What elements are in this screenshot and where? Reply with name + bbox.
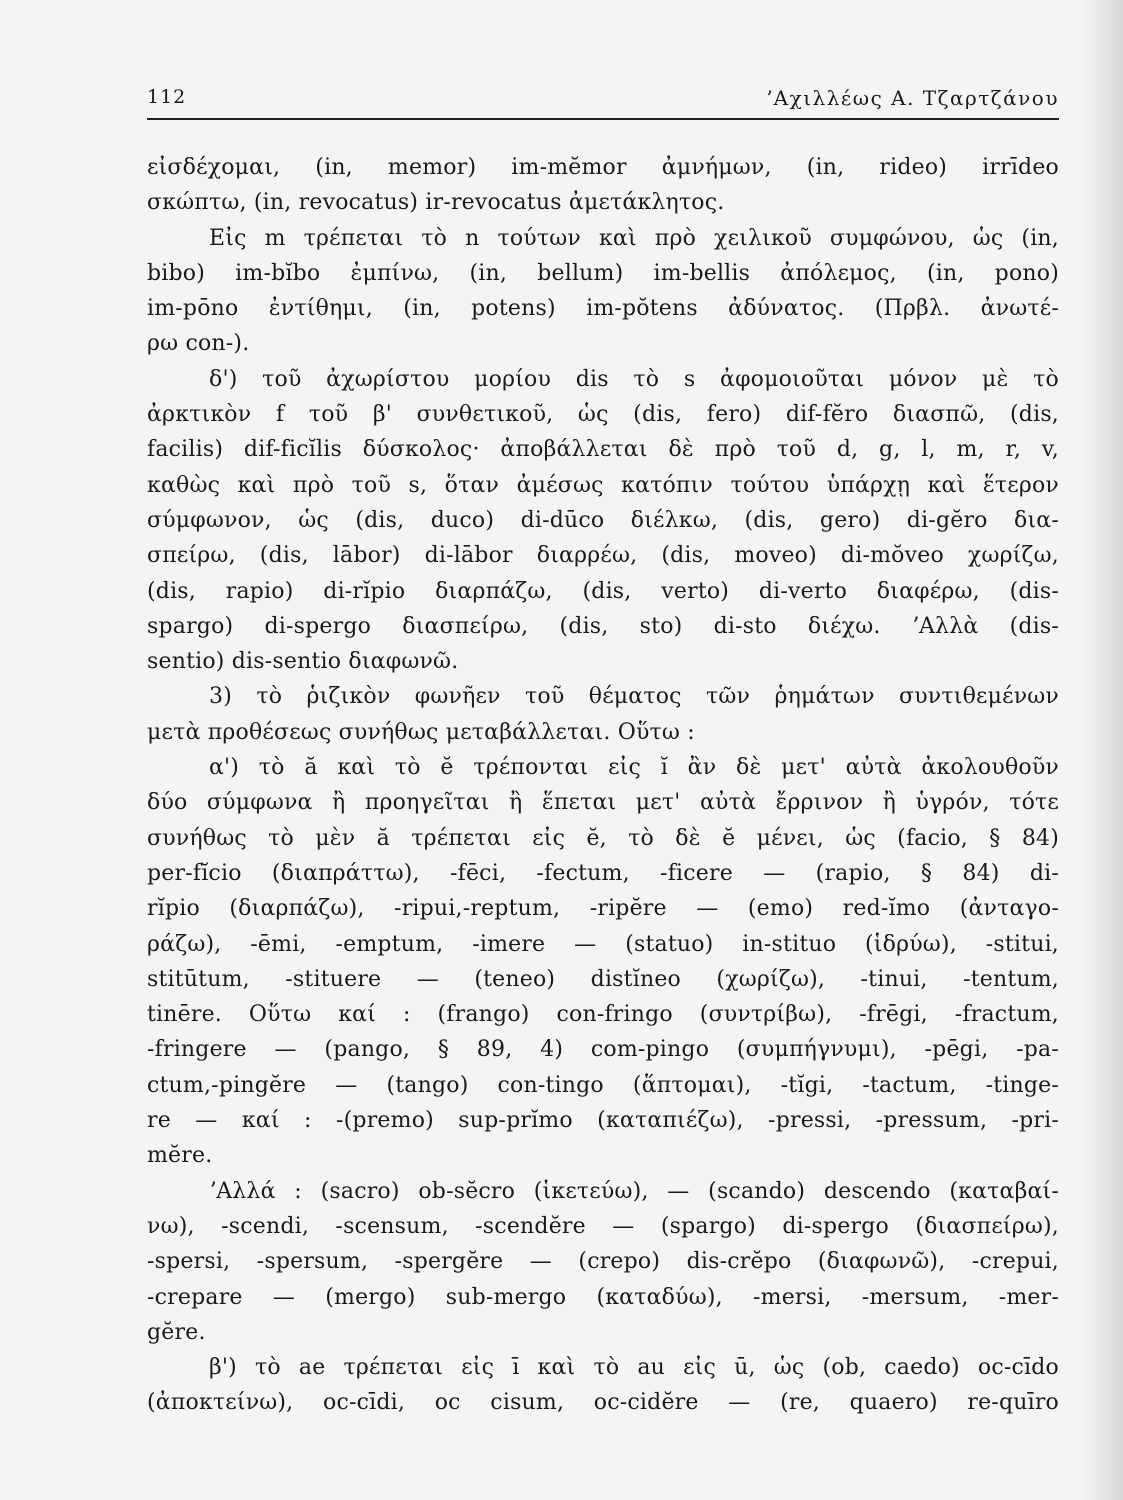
text-line: ράζω), -ēmi, -emptum, -imere — (statuo) in-stituo (ἱδρύω), -stitui, (147, 931, 1059, 957)
text-line: μετὰ προθέσεως συνήθως μεταβάλλεται. Οὕτω : (147, 719, 695, 745)
text-line: -crepare — (mergo) sub-mergo (καταδύω), -mersi, -mersum, -mer- (147, 1284, 1059, 1310)
text-line: sentio) dis-sentio διαφωνῶ. (147, 649, 459, 675)
text-line: tinēre. Οὕτω καί : (frango) con-fringo (συντρίβω), -frēgi, -fractum, (147, 1002, 1059, 1028)
text-line: re — καί : -(premo) sup-prĭmo (καταπιέζω), -pressi, -pressum, -pri- (147, 1108, 1059, 1134)
body-text (147, 150, 1059, 1421)
text-line: ctum,-pingĕre — (tango) con-tingo (ἅπτομαι), -tĭgi, -tactum, -tinge- (147, 1072, 1059, 1098)
text-line: -spersi, -spersum, -spergĕre — (crepo) dis-crĕpo (διαφωνῶ), -crepui, (147, 1249, 1059, 1275)
text-line: -fringere — (pango, § 89, 4) com-pingo (συμπήγνυμι), -pēgi, -pa- (147, 1037, 1059, 1063)
text-line: rĭpio (διαρπάζω), -ripui,-reptum, -ripĕre — (emo) red-ĭmo (ἀνταγο- (147, 896, 1059, 922)
text-line: β') τὸ ae τρέπεται εἰς ī καὶ τὸ au εἰς ū, ὡς (ob, caedo) oc-cīdo (209, 1355, 1059, 1381)
header-rule (147, 118, 1059, 120)
text-line: συνήθως τὸ μὲν ă τρέπεται εἰς ĕ, τὸ δὲ ĕ μένει, ὡς (facio, § 84) (147, 825, 1059, 851)
text-line: im-pōno ἐντίθημι, (in, potens) im-pŏtens ἀδύνατος. (Πρβλ. ἀνωτέ- (147, 296, 1059, 322)
text-line: spargo) di-spergo διασπείρω, (dis, sto) di-sto διέχω. ʼΑλλὰ (dis- (147, 613, 1059, 639)
text-line: per-fĭcio (διαπράττω), -fēci, -fectum, -ficere — (rapio, § 84) di- (147, 860, 1059, 886)
text-line: ἀρκτικὸν f τοῦ β' συνθετικοῦ, ὡς (dis, fero) dif-fĕro διασπῶ, (dis, (147, 402, 1059, 428)
text-line: bibo) im-bĭbo ἐμπίνω, (in, bellum) im-bellis ἀπόλεμος, (in, pono) (147, 260, 1059, 286)
text-line: δ') τοῦ ἀχωρίστου μορίου dis τὸ s ἀφομοιοῦται μόνον μὲ τὸ (209, 366, 1059, 392)
text-line: mĕre. (147, 1143, 213, 1169)
text-line: α') τὸ ă καὶ τὸ ĕ τρέπονται εἰς ĭ ἂν δὲ μετ' αὐτὰ ἀκολουθοῦν (209, 755, 1059, 781)
text-line: (dis, rapio) di-rĭpio διαρπάζω, (dis, verto) di-verto διαφέρω, (dis- (147, 578, 1059, 604)
text-line: εἰσδέχομαι, (in, memor) im-mĕmor ἀμνήμων, (in, rideo) irrīdeo (147, 155, 1059, 180)
text-line: ρω con-). (147, 331, 250, 357)
text-line: καθὼς καὶ πρὸ τοῦ s, ὅταν ἀμέσως κατόπιν τούτου ὑπάρχῃ καὶ ἕτερον (147, 472, 1059, 498)
text-line: ʼΑλλά : (sacro) ob-sĕcro (ἱκετεύω), — (scando) descendo (καταβαί- (209, 1178, 1059, 1204)
text-line: gĕre. (147, 1319, 206, 1345)
text-line: νω), -scendi, -scensum, -scendĕre — (spargo) di-spergo (διασπείρω), (147, 1213, 1059, 1239)
page-number: 112 (147, 86, 187, 108)
running-title: ʼΑχιλλέως Α. Τζαρτζάνου (765, 86, 1059, 110)
page-header (147, 86, 1059, 112)
spine-shadow (1083, 0, 1123, 1500)
text-line: (ἀποκτείνω), oc-cīdi, oc cisum, oc-cidĕre — (re, quaero) re-quīro (147, 1390, 1059, 1416)
text-line: δύο σύμφωνα ἢ προηγεῖται ἢ ἕπεται μετ' αὐτὰ ἔρρινον ἢ ὑγρόν, τότε (147, 790, 1059, 816)
text-line: σύμφωνον, ὡς (dis, duco) di-dūco διέλκω, (dis, gero) di-gĕro δια- (147, 507, 1059, 533)
text-line: facilis) dif-ficĭlis δύσκολος· ἀποβάλλεται δὲ πρὸ τοῦ d, g, l, m, r, v, (147, 437, 1059, 463)
text-line: σκώπτω, (in, revocatus) ir-revocatus ἀμετάκλητος. (147, 190, 725, 216)
text-line: 3) τὸ ῥιζικὸν φωνῆεν τοῦ θέματος τῶν ῥημάτων συντιθεμένων (209, 684, 1059, 710)
text-line: stitūtum, -stituere — (teneo) distĭneo (χωρίζω), -tinui, -tentum, (147, 966, 1059, 992)
text-line: Εἰς m τρέπεται τὸ n τούτων καὶ πρὸ χειλικοῦ συμφώνου, ὡς (in, (209, 225, 1059, 251)
text-line: σπείρω, (dis, lābor) di-lābor διαρρέω, (dis, moveo) di-mŏveo χωρίζω, (147, 543, 1059, 569)
